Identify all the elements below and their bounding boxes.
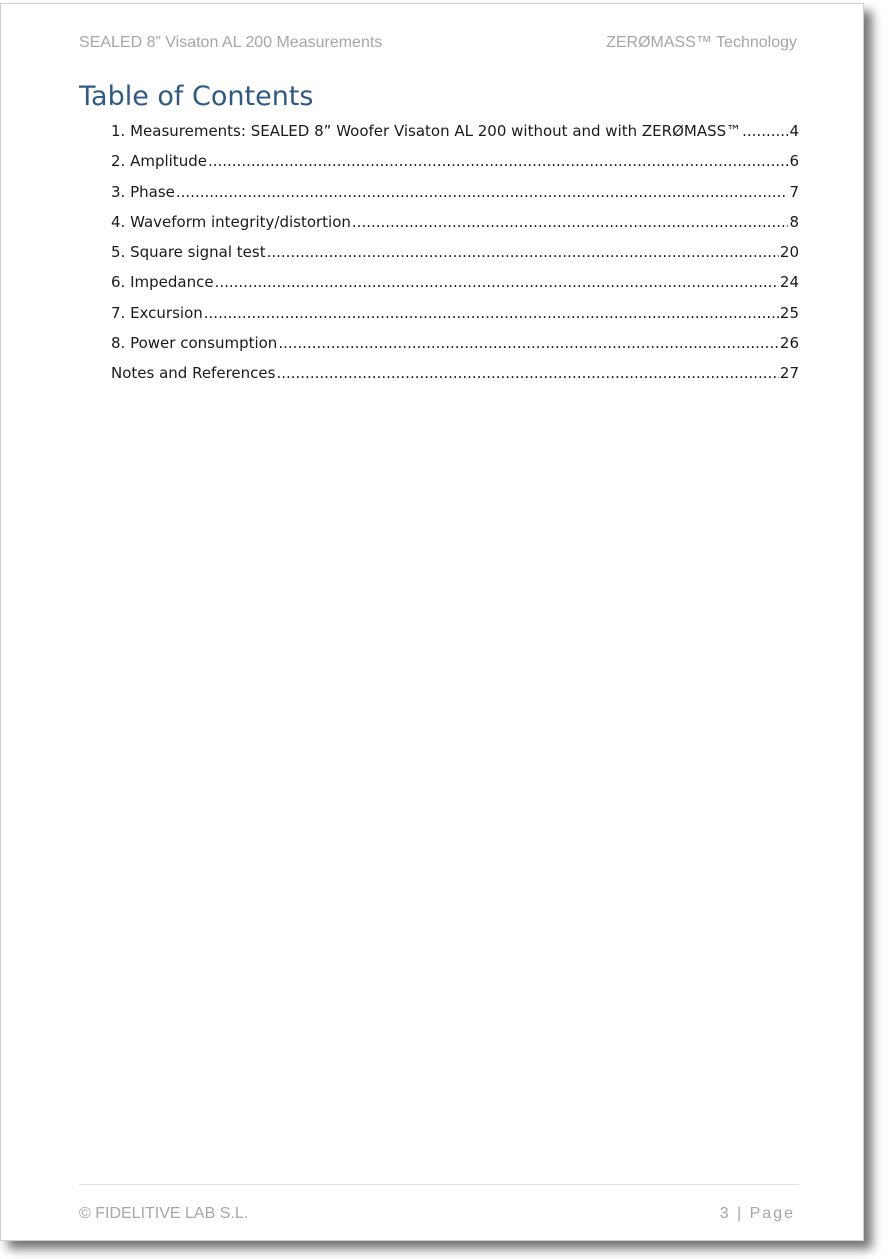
toc-dot-leader (742, 122, 788, 140)
toc-entry-page-number: 8 (789, 212, 799, 231)
toc-entry-page-number: 27 (779, 364, 799, 383)
toc-entry-square-signal[interactable] (111, 243, 799, 273)
document-page (0, 3, 864, 1241)
toc-dot-leader (176, 183, 789, 201)
footer-page-number: 3 | Page (719, 1205, 795, 1222)
toc-entry-page-number: 25 (779, 303, 799, 322)
toc-dot-leader (215, 273, 779, 291)
toc-entry-page-number: 26 (779, 334, 799, 353)
header-technology-name: ZERØMASS™ Technology (606, 34, 797, 51)
toc-entry-measurements[interactable] (111, 122, 799, 152)
toc-entry-text: Notes and References (111, 364, 276, 383)
toc-list (111, 122, 799, 395)
toc-dot-leader (204, 304, 779, 322)
footer-divider (79, 1184, 799, 1185)
toc-entry-excursion[interactable] (111, 304, 799, 334)
toc-entry-text: 2. Amplitude (111, 152, 207, 171)
toc-entry-page-number: 4 (789, 122, 799, 140)
toc-entry-waveform[interactable] (111, 213, 799, 243)
footer-copyright: © FIDELITIVE LAB S.L. (79, 1205, 249, 1222)
header-document-title: SEALED 8” Visaton AL 200 Measurements (79, 34, 383, 51)
toc-entry-text: 6. Impedance (111, 273, 214, 292)
toc-entry-page-number: 6 (789, 152, 799, 171)
toc-dot-leader (208, 152, 789, 170)
toc-entry-text: 5. Square signal test (111, 243, 266, 262)
toc-entry-text: 4. Waveform integrity/distortion (111, 212, 351, 231)
toc-heading: Table of Contents (79, 81, 314, 112)
toc-entry-text: 7. Excursion (111, 303, 203, 322)
toc-entry-page-number: 20 (779, 243, 799, 262)
toc-entry-text: 3. Phase (111, 182, 175, 201)
toc-entry-page-number: 7 (789, 182, 799, 201)
toc-dot-leader (352, 213, 789, 231)
toc-dot-leader (276, 364, 778, 382)
toc-dot-leader (267, 243, 779, 261)
toc-entry-page-number: 24 (779, 273, 799, 292)
toc-entry-amplitude[interactable] (111, 152, 799, 182)
toc-entry-notes-references[interactable] (111, 364, 799, 394)
toc-entry-phase[interactable] (111, 183, 799, 213)
toc-entry-impedance[interactable] (111, 273, 799, 303)
toc-entry-text: 1. Measurements: SEALED 8” Woofer Visaton AL 200 without and with ZERØMASS™ (111, 122, 742, 140)
toc-entry-text: 8. Power consumption (111, 334, 278, 353)
toc-dot-leader (278, 334, 779, 352)
toc-entry-power-consumption[interactable] (111, 334, 799, 364)
